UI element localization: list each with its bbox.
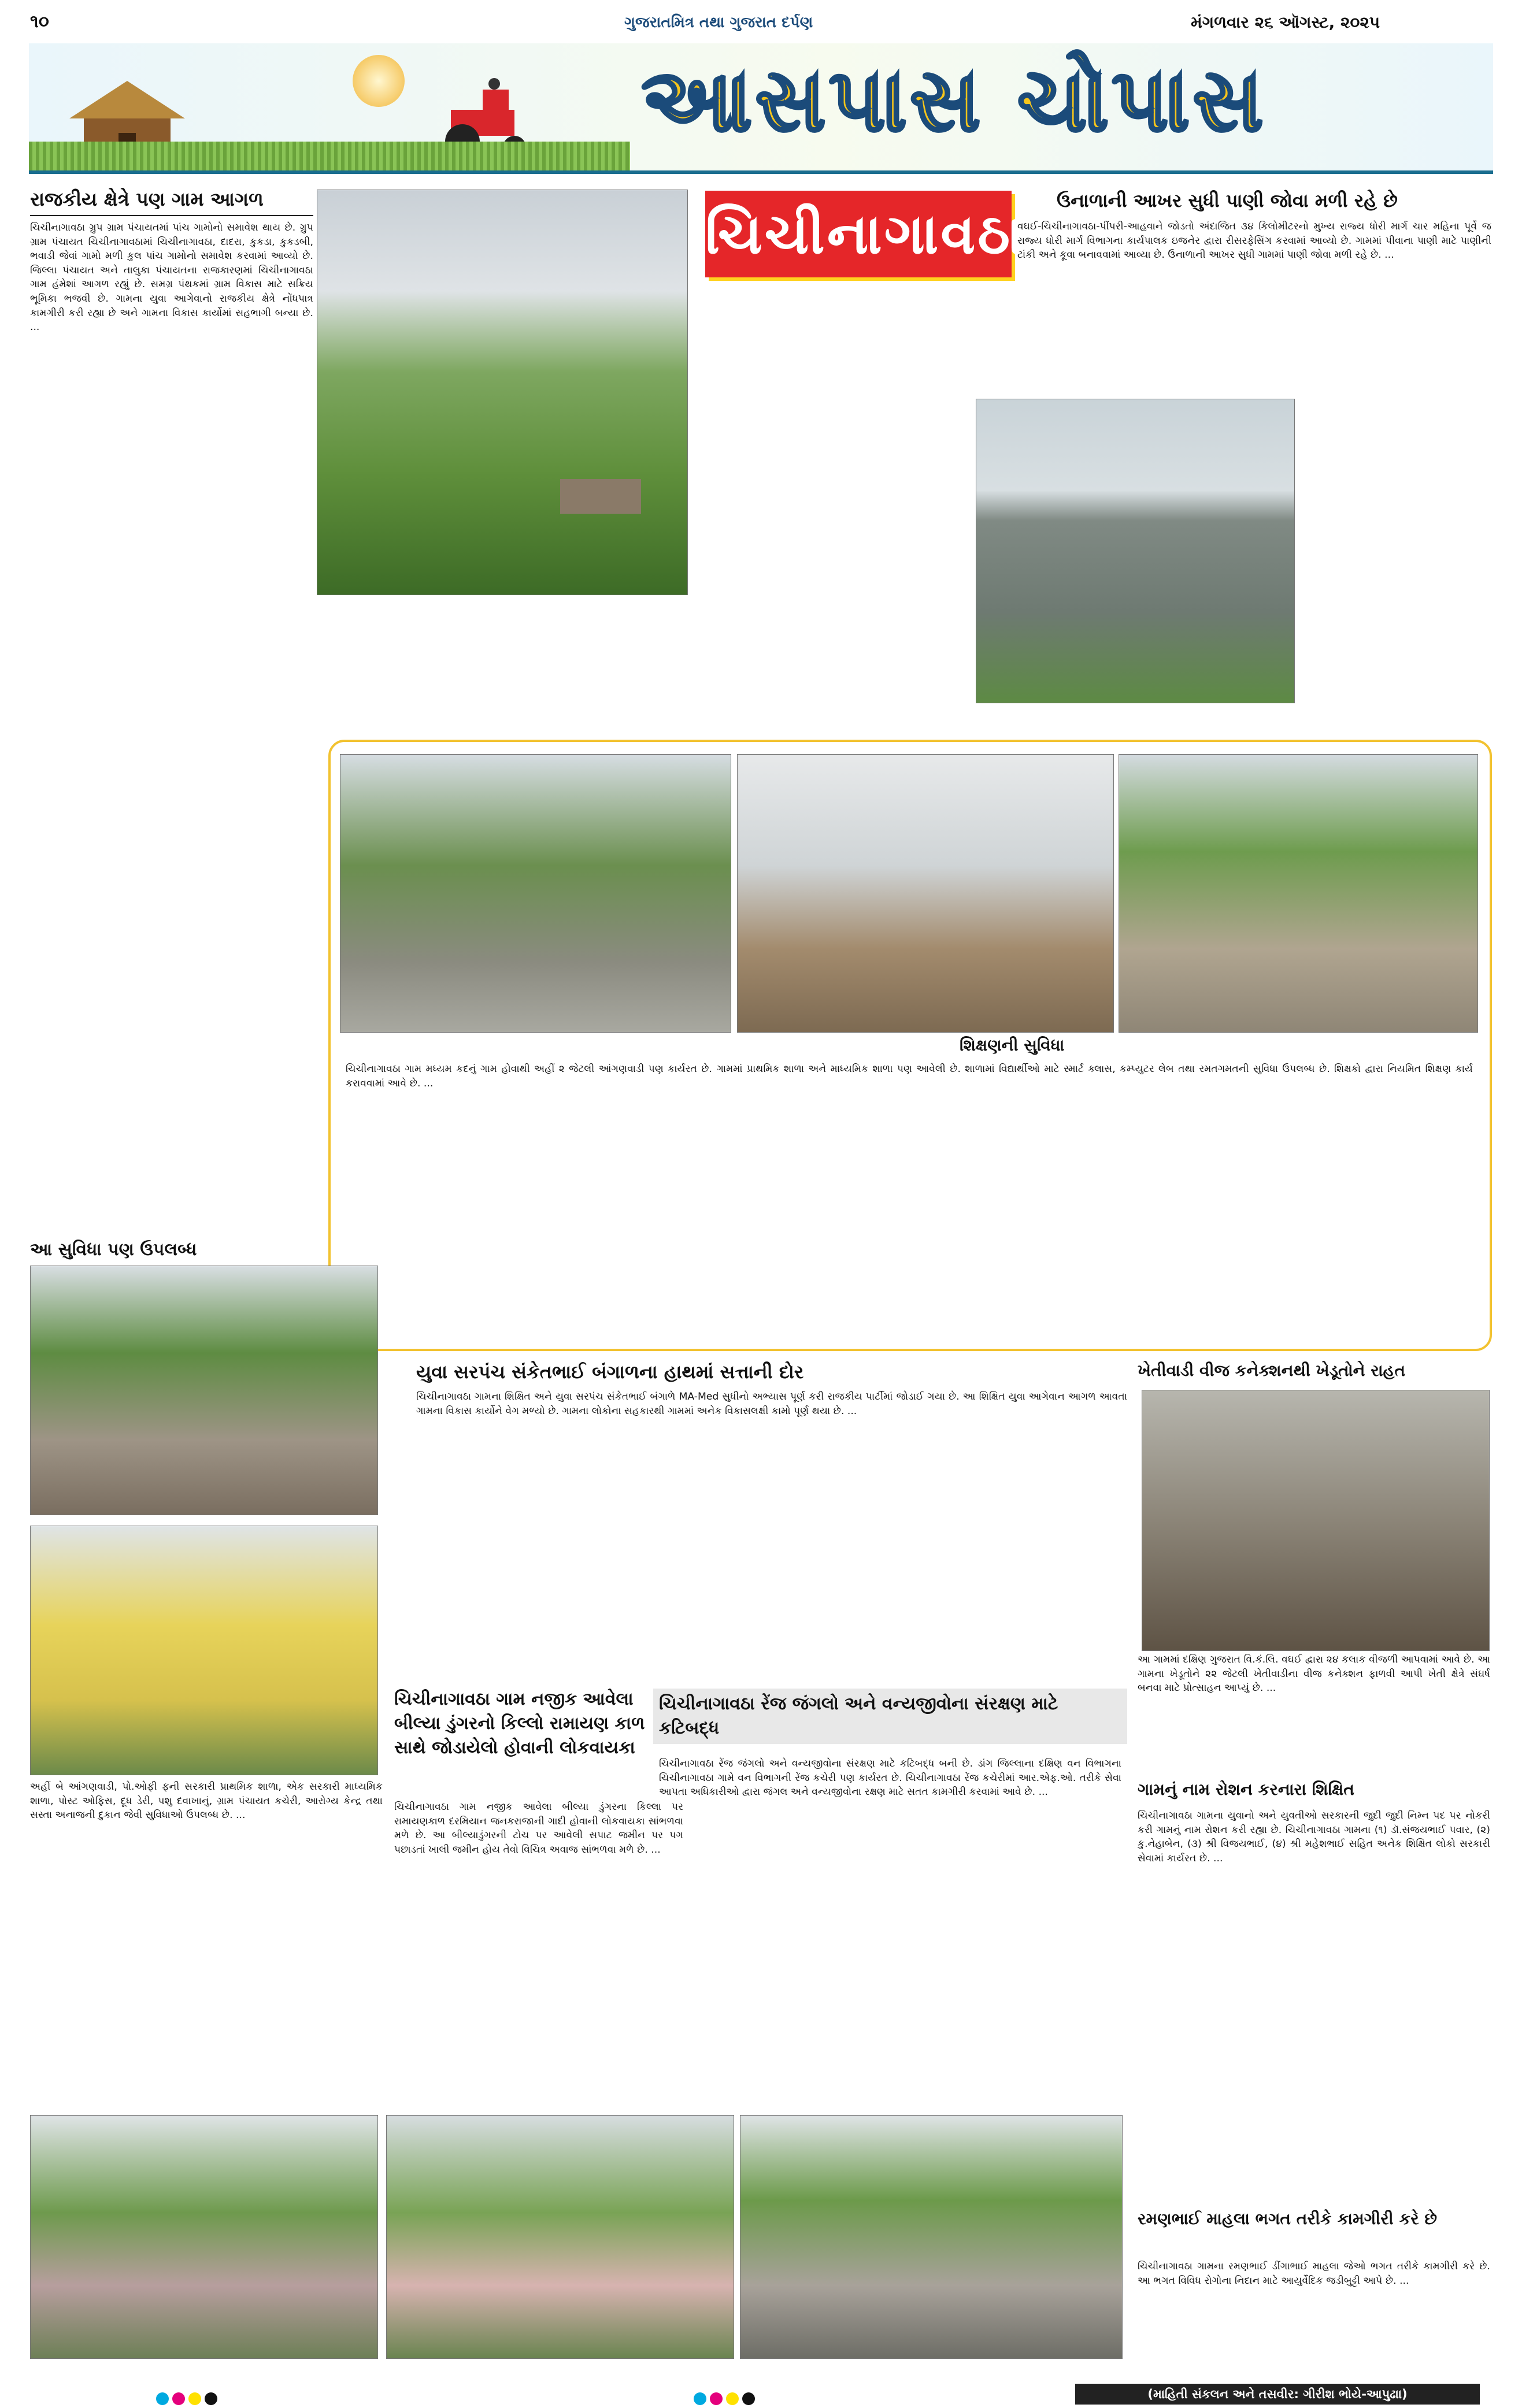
issue-date: મંગળવાર ૨૬ ઑગસ્ટ, ૨૦૨૫: [1191, 13, 1380, 32]
educated-body: ચિચીનાગાવઠા ગામના યુવાનો અને યુવતીઓ સરકારની જુદી જુદી નિમ્ન પદ પર નોકરી કરી ગામનું નામ રોશન કરી રહ્યા છે. ચિચીનાગાવઠા ગામના (૧) ડૉ.સંજયભાઈ પવાર, (૨) કુ.નેહાબેન, (૩) શ્રી વિજયભાઈ, (૪) શ્રી મહેશભાઈ સહિત અનેક શિક્ષિત લોકો સરકારી સેવામાં કાર્યરત છે. ...: [1138, 1810, 1490, 1864]
sarpanch-body: ચિચીનાગાવઠા ગામના શિક્ષિત અને યુવા સરપંચ સંકેતભાઈ બંગાળે MA-Med સુધીનો અભ્યાસ પૂર્ણ કરી રાજકીય પાર્ટીમાં જોડાઈ ગયા છે. આ શિક્ષિત યુવા આગેવાન આગળ આવતા ગામના વિકાસ કાર્યોને વેગ મળ્યો છે. ગામના લોકોના સહકારથી ગામમાં અનેક વિકાસલક્ષી કામો પૂર્ણ થયા છે. ...: [416, 1391, 1127, 1417]
bhagat-heading: રમણભાઈ માહલા ભગત તરીકે કામગીરી કરે છે: [1138, 2209, 1438, 2228]
village-title: ચિચીનાગાવઠા: [705, 191, 1012, 277]
left-article-heading: રાજકીય ક્ષેત્રે પણ ગામ આગળ: [30, 188, 264, 210]
water-article-heading: ઉનાળાની આખર સુધી પાણી જોવા મળી રહે છે: [1057, 190, 1398, 212]
registration-marks: [694, 2392, 758, 2407]
hut-shape: [560, 479, 641, 514]
sun-icon: [353, 55, 405, 107]
publication-name: ગુજરાતમિત્ર તથા ગુજરાત દર્પણ: [624, 14, 813, 31]
electricity-heading: ખેતીવાડી વીજ કનેક્શનથી ખેડૂતોને રાહત: [1138, 1361, 1406, 1380]
water-tank-photo: [976, 399, 1295, 703]
facility-body: અહીં બે આંગણવાડી, પો.ઓફી ફની સરકારી પ્રાથમિક શાળા, એક સરકારી માધ્યમિક શાળા, પોસ્ટ ઓફિસ, દૂધ ડેરી, પશુ દવાખાનું, ગ્રામ પંચાયત કચેરી, આરોગ્ય કેન્દ્ર તથા સસ્તા અનાજની દુકાન જેવી સુવિધાઓ ઉપલબ્ધ છે. ...: [30, 1781, 383, 1821]
facility-photo-gate: [30, 1266, 378, 1515]
forest-heading: ચિચીનાગાવઠા રેંજ જંગલો અને વન્યજીવોના સંરક્ષણ માટે કટિબદ્ધ: [659, 1694, 1058, 1738]
left-article-body: ચિચીનાગાવઠા ગ્રુપ ગ્રામ પંચાયતમાં પાંચ ગામોનો સમાવેશ થાય છે. ગ્રુપ ગ્રામ પંચાયત ચિચીનાગાવઠામાં ચિચીનાગાવઠા, દાદરા, કુકડા, કુકડબી, ભવાડી જેવાં ગામો મળી કુલ પાંચ ગામોનો સમાવેશ કરવામાં આવ્યો છે. જિલ્લા પંચાયત અને તાલુકા પંચાયતના રાજકારણમાં ચિચીનાગાવઠા ગામ હંમેશાં આગળ રહ્યું છે. સમગ્ર પંથકમાં ગ્રામ વિકાસ માટે સક્રિય ભૂમિકા ભજવી છે. ગામના યુવા આગેવાનો રાજકીય ક્ષેત્રે નોંધપાત્ર કામગીરી કરી રહ્યા છે અને ગામના વિકાસ કાર્યોમાં સહભાગી બન્યા છે. ...: [30, 222, 313, 333]
education-heading: શિક્ષણની સુવિધા: [960, 1036, 1065, 1055]
sarpanch-heading: યુવા સરપંચ સંકેતભાઈ બંગાળના હાથમાં સત્તાની દોર: [416, 1361, 804, 1383]
registration-marks: [156, 2392, 221, 2407]
landscape-photo: [317, 190, 688, 595]
forest-body: ચિચીનાગાવઠા રેંજ જંગલો અને વન્યજીવોના સંરક્ષણ માટે કટિબદ્ધ બની છે. ડાંગ જિલ્લાના દક્ષિણ વન વિભાગના ચિચીનાગાવઠા ગામે વન વિભાગની રેંજ કચેરી પણ કાર્યરત છે. ચિચીનાગાવઠા રેંજ કચેરીમાં આર.એફ.ઓ. તરીકે સેવા આપતા અધિકારીઓ દ્વારા જંગલ અને વન્યજીવોના રક્ષણ માટે સતત કામગીરી કરવામાં આવે છે. ...: [659, 1758, 1121, 1798]
electricity-body: આ ગામમાં દક્ષિણ ગુજરાત વિ.કં.લિ. વઘઈ દ્વારા ૨૪ કલાક વીજળી આપવામાં આવે છે. આ ગામના ખેડૂતોને ૨૨ જેટલી ખેતીવાડીના વીજ કનેક્શન ફાળવી આપી ખેતી ક્ષેત્રે સંઘર્ષ બનવા માટે પ્રોત્સાહન આપ્યું છે. ...: [1138, 1654, 1490, 1694]
photo-credit: (માહિતી સંકલન અને તસવીર: ગીરીશ ભોયે-આપુઢાા): [1075, 2384, 1480, 2405]
cattle-photo: [1142, 1390, 1490, 1651]
school-building-photo: [1119, 754, 1478, 1033]
grass-strip: [29, 142, 630, 170]
classroom-photo: [737, 754, 1114, 1033]
water-article-body: વઘઈ-ચિચીનાગાવઠા-પીંપરી-આહવાને જોડતો અંદાજિત ૩૪ કિલોમીટરનો મુખ્ય રાજ્ય ધોરી માર્ગ ચાર મહિના પૂર્વે જ રાજ્ય ધોરી માર્ગ વિભાગના કાર્યપાલક ઇજનેર દ્વારા રીસરફેસિંગ કરવામાં આવ્યો છે. ગામમાં પીવાના પાણી માટે પાણીની ટાંકી અને કૂવા બનાવવામાં આવ્યા છે. ઉનાળાની આખર સુધી ગામમાં પાણી જોવા મળી રહે છે. ...: [1017, 221, 1491, 261]
fort-heading: ચિચીનાગાવઠા ગામ નજીક આવેલા બીલ્યા ડુંગરનો કિલ્લો રામાયણ કાળ સાથે જોડાયેલો હોવાની લોકવાયકા: [394, 1689, 645, 1758]
masthead-banner: [29, 43, 1493, 174]
office-photo: [740, 2115, 1123, 2359]
bhagat-body: ચિચીનાગાવઠા ગામના રમણભાઈ ડીંગાભાઈ માહલા જેઓ ભગત તરીકે કામગીરી કરે છે. આ ભગત વિવિધ રોગોના નિદાન માટે આયુર્વેદિક જડીબુટ્ટી આપે છે. ...: [1138, 2261, 1490, 2287]
masthead-title: આસપાસ ચોપાસ: [642, 49, 1267, 151]
facility-heading: આ સુવિધા પણ ઉપલબ્ધ: [30, 1240, 197, 1260]
church-photo: [386, 2115, 734, 2359]
school-gate-photo: [340, 754, 731, 1033]
fort-body: ચિચીનાગાવઠા ગામ નજીક આવેલા બીલ્યા ડુંગરના કિલ્લા પર રામાયણકાળ દરમિયાન જનકરાજાની ગાદી હોવાની લોકવાયકા સાંભળવા મળે છે. આ બીલ્યાડુંગરની ટોચ પર આવેલી સપાટ જમીન પર પગ પછાડતાં ખાલી જમીન હોય તેવો વિચિત્ર અવાજ સાંભળવા મળે છે. ...: [394, 1801, 683, 1856]
temple-photo: [30, 2115, 378, 2359]
facility-photo-building: [30, 1526, 378, 1775]
divider: [30, 215, 313, 216]
educated-heading: ગામનું નામ રોશન કરનારા શિક્ષિત: [1138, 1780, 1354, 1799]
page-number: ૧૦: [30, 12, 49, 32]
education-body: ચિચીનાગાવઠા ગામ મધ્યમ કદનું ગામ હોવાથી અહીં ૨ જેટલી આંગણવાડી પણ કાર્યરત છે. ગામમાં પ્રાથમિક શાળા અને માધ્યમિક શાળા પણ આવેલી છે. શાળામાં વિદ્યાર્થીઓ માટે સ્માર્ટ ક્લાસ, કમ્પ્યુટર લેબ તથા રમતગમતની સુવિધા ઉપલબ્ધ છે. શિક્ષકો દ્વારા નિયમિત શિક્ષણ કાર્ય કરાવવામાં આવે છે. ...: [346, 1063, 1473, 1089]
